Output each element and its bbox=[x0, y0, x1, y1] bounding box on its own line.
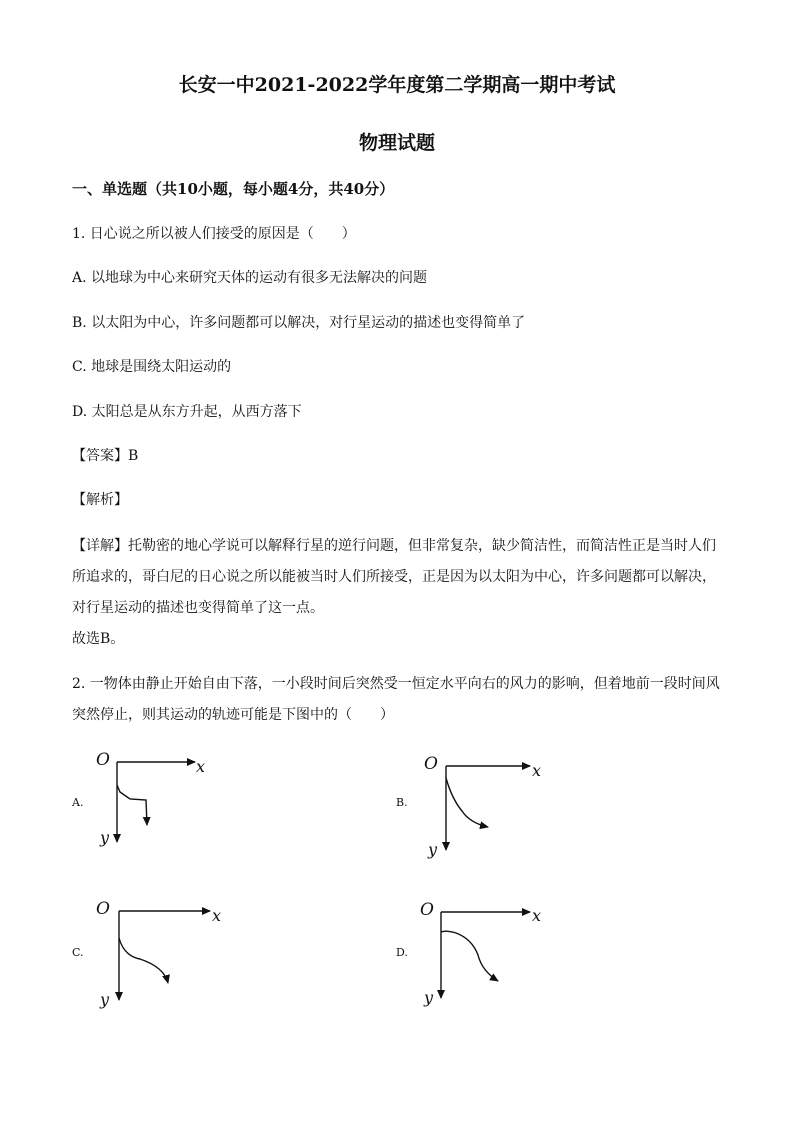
option-a-label: A. bbox=[72, 796, 84, 809]
question-1-option-a: A. 以地球为中心来研究天体的运动有很多无法解决的问题 bbox=[72, 270, 428, 286]
detail-tag: 【详解】 bbox=[72, 538, 128, 554]
answer-row bbox=[72, 445, 138, 465]
option-d-label: D. bbox=[396, 946, 408, 959]
option-c-x-label: x bbox=[212, 906, 222, 925]
question-1-stem: 1. 日心说之所以被人们接受的原因是（ ） bbox=[72, 226, 356, 242]
question-1-option-d: D. 太阳总是从东方升起，从西方落下 bbox=[72, 404, 302, 420]
conclusion: 故选B。 bbox=[72, 631, 125, 647]
option-b-y-label: y bbox=[428, 840, 438, 859]
analysis-tag: 【解析】 bbox=[72, 492, 128, 508]
question-1-option-b: B. 以太阳为中心，许多问题都可以解决，对行星运动的描述也变得简单了 bbox=[72, 315, 526, 331]
option-c-y-label: y bbox=[100, 990, 110, 1009]
option-c-origin-label: O bbox=[96, 899, 110, 919]
option-b-trajectory-graph bbox=[418, 745, 558, 860]
option-b-trajectory bbox=[446, 778, 488, 827]
detail-line-2: 所追求的，哥白尼的日心说之所以能被当时人们所接受，正是因为以太阳为中心，许多问题都可以解决， bbox=[72, 569, 716, 585]
option-a-trajectory-graph bbox=[90, 745, 220, 855]
detail-line-1 bbox=[72, 535, 716, 555]
exam-subtitle: 物理试题 bbox=[358, 132, 435, 154]
option-c-trajectory-graph bbox=[90, 893, 230, 1013]
option-c-trajectory bbox=[119, 938, 168, 983]
option-b-origin-label: O bbox=[424, 754, 438, 774]
detail-text-1: 托勒密的地心学说可以解释行星的逆行问题，但非常复杂，缺少简洁性，而简洁性正是当时人们 bbox=[128, 538, 716, 554]
option-b-label: B. bbox=[396, 796, 408, 809]
option-d-trajectory-graph bbox=[416, 893, 556, 1013]
exam-title: 长安一中2021-2022学年度第二学期高一期中考试 bbox=[178, 74, 616, 96]
question-2-stem-line-1: 2. 一物体由静止开始自由下落，一小段时间后突然受一恒定水平向右的风力的影响，但着地前一段时间风 bbox=[72, 676, 720, 692]
option-a-y-label: y bbox=[100, 828, 110, 847]
option-d-x-label: x bbox=[532, 906, 542, 925]
question-1-option-c: C. 地球是围绕太阳运动的 bbox=[72, 359, 232, 375]
option-c-label: C. bbox=[72, 946, 84, 959]
option-d-origin-label: O bbox=[420, 900, 434, 920]
option-a-origin-label: O bbox=[96, 750, 110, 770]
question-2-stem-line-2: 突然停止，则其运动的轨迹可能是下图中的（ ） bbox=[72, 707, 394, 723]
option-a-x-label: x bbox=[196, 757, 206, 776]
detail-line-3: 对行星运动的描述也变得简单了这一点。 bbox=[72, 600, 324, 616]
answer-tag: 【答案】 bbox=[72, 448, 128, 464]
answer-value: B bbox=[128, 448, 139, 464]
option-b-x-label: x bbox=[532, 761, 542, 780]
option-a-trajectory bbox=[117, 785, 147, 825]
section-heading: 一、单选题（共10小题，每小题4分，共40分） bbox=[72, 180, 395, 198]
option-d-trajectory bbox=[441, 931, 498, 981]
option-d-y-label: y bbox=[424, 988, 434, 1007]
